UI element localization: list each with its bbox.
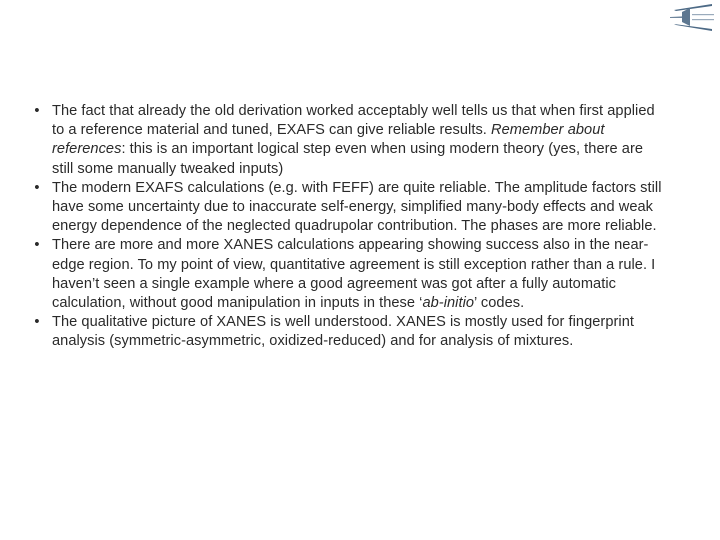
bullet-dot-icon: • (34, 237, 40, 254)
bullet-emphasis: Remember about references (52, 122, 605, 158)
bullet-item (28, 313, 668, 351)
bullet-dot-icon: • (34, 314, 40, 331)
stylized-lines-logo-icon (660, 0, 716, 34)
bullet-segment: : this is an important logical step even when using modern theory (yes, there are still some manually tweaked inputs) (52, 141, 644, 177)
bullet-segment: There are more and more XANES calculations appearing showing success also in the near-edge region. To my point of view, quantitative agreement is still exception rather than a rule. I haven’t seen a single example where a good agreement was got after a fully automatic calculation, without good manipulation in inputs in these ‘ (52, 237, 656, 312)
bullet-item (28, 236, 668, 313)
bullet-segment: ’ codes. (474, 295, 525, 312)
bullet-segment: The modern EXAFS calculations (e.g. with FEFF) are quite reliable. The amplitude factors still have some uncertainty due to inaccurate self-energy, simplified many-body effects and weak energy dependence of the neglected quadrupolar contribution. The phases are more reliable. (52, 179, 662, 235)
bullet-text (52, 313, 668, 351)
bullet-text (52, 179, 668, 237)
bullet-segment: The qualitative picture of XANES is well understood. XANES is mostly used for fingerprint analysis (symmetric-asymmetric, oxidized-reduced) and for analysis of mixtures. (52, 314, 634, 350)
bullet-list (28, 102, 668, 352)
bullet-text (52, 102, 668, 179)
bullet-segment: The fact that already the old derivation worked acceptably well tells us that when first applied to a reference material and tuned, EXAFS can give reliable results. (52, 103, 655, 139)
bullet-item (28, 102, 668, 179)
bullet-emphasis: ab-initio (422, 295, 475, 312)
bullet-dot-icon: • (34, 179, 40, 196)
bullet-dot-icon: • (34, 103, 40, 119)
bullet-item (28, 179, 668, 237)
bullet-text (52, 236, 668, 313)
